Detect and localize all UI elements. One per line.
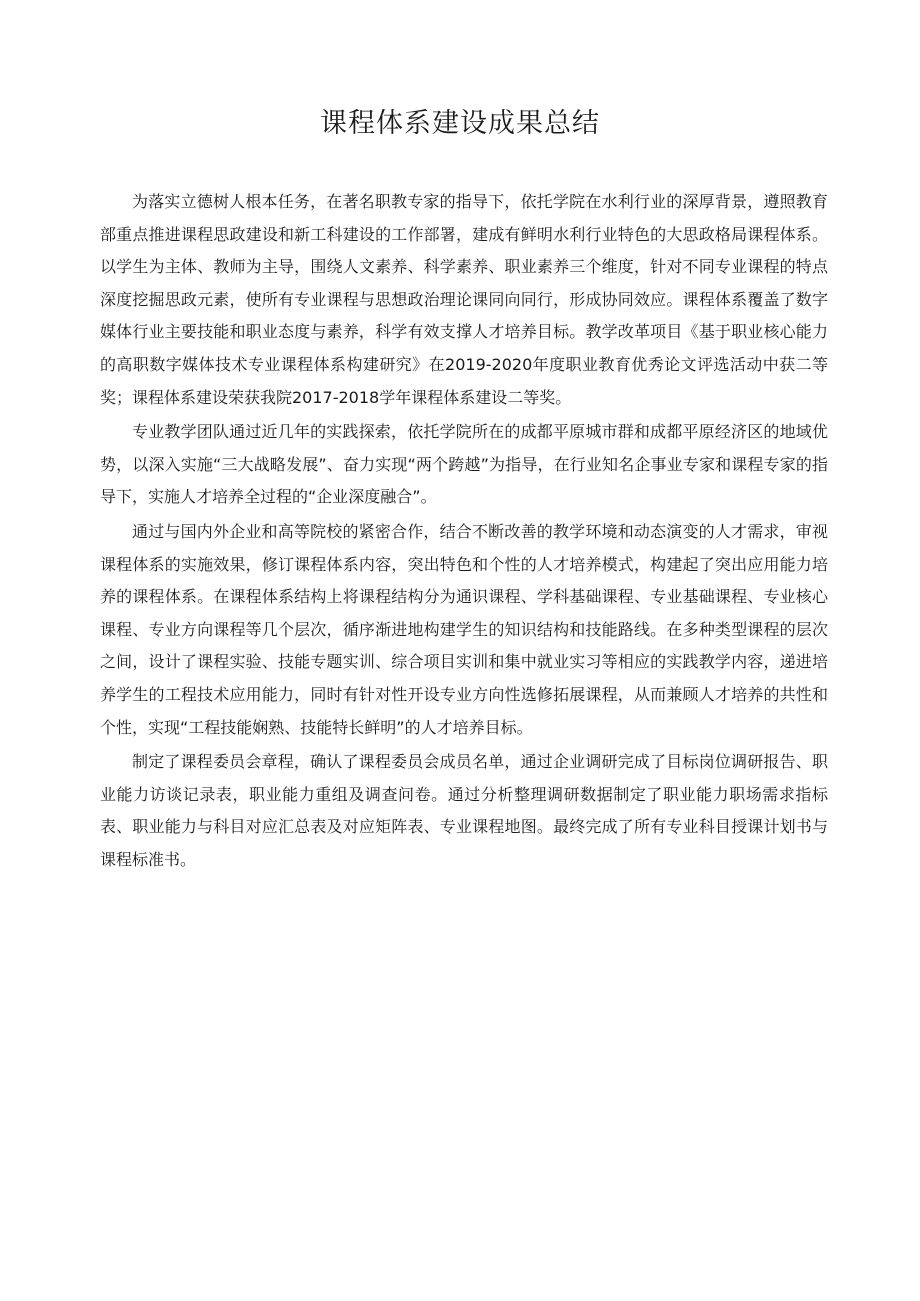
paragraph-4: 制定了课程委员会章程，确认了课程委员会成员名单，通过企业调研完成了目标岗位调研报告、职业能力访谈记录表，职业能力重组及调查问卷。通过分析整理调研数据制定了职业能力职场需求指标表、职业能力与科目对应汇总表及对应矩阵表、专业课程地图。最终完成了所有专业科目授课计划书与课程标准书。 (100, 752, 828, 869)
paragraph-2: 专业教学团队通过近几年的实践探索，依托学院所在的成都平原城市群和成都平原经济区的地域优势，以深入实施“三大战略发展”、奋力实现“两个跨越”为指导，在行业知名企事业专家和课程专家的指导下，实施人才培养全过程的“企业深度融合”。 (100, 422, 828, 507)
paragraph-1: 为落实立德树人根本任务，在著名职教专家的指导下，依托学院在水利行业的深厚背景，遵照教育部重点推进课程思政建设和新工科建设的工作部署，建成有鲜明水利行业特色的大思政格局课程体系。以学生为主体、教师为主导，围绕人文素养、科学素养、职业素养三个维度，针对不同专业课程的特点深度挖掘思政元素，使所有专业课程与思想政治理论课同向同行，形成协同效应。课程体系覆盖了数字媒体行业主要技能和职业态度与素养，科学有效支撑人才培养目标。教学改革项目《基于职业核心能力的高职数字媒体技术专业课程体系构建研究》在2019-2020年度职业教育优秀论文评选活动中获二等奖；课程体系建设荣获我院2017-2018学年课程体系建设二等奖。 (100, 192, 828, 407)
document-title: 课程体系建设成果总结 (320, 108, 600, 139)
paragraph-3: 通过与国内外企业和高等院校的紧密合作，结合不断改善的教学环境和动态演变的人才需求，审视课程体系的实施效果，修订课程体系内容，突出特色和个性的人才培养模式，构建起了突出应用能力培养的课程体系。在课程体系结构上将课程结构分为通识课程、学科基础课程、专业基础课程、专业核心课程、专业方向课程等几个层次，循序渐进地构建学生的知识结构和技能路线。在多种类型课程的层次之间，设计了课程实验、技能专题实训、综合项目实训和集中就业实习等相应的实践教学内容，递进培养学生的工程技术应用能力，同时有针对性开设专业方向性选修拓展课程，从而兼顾人才培养的共性和个性，实现“工程技能娴熟、技能特长鲜明”的人才培养目标。 (100, 521, 828, 737)
document-body (100, 186, 828, 878)
